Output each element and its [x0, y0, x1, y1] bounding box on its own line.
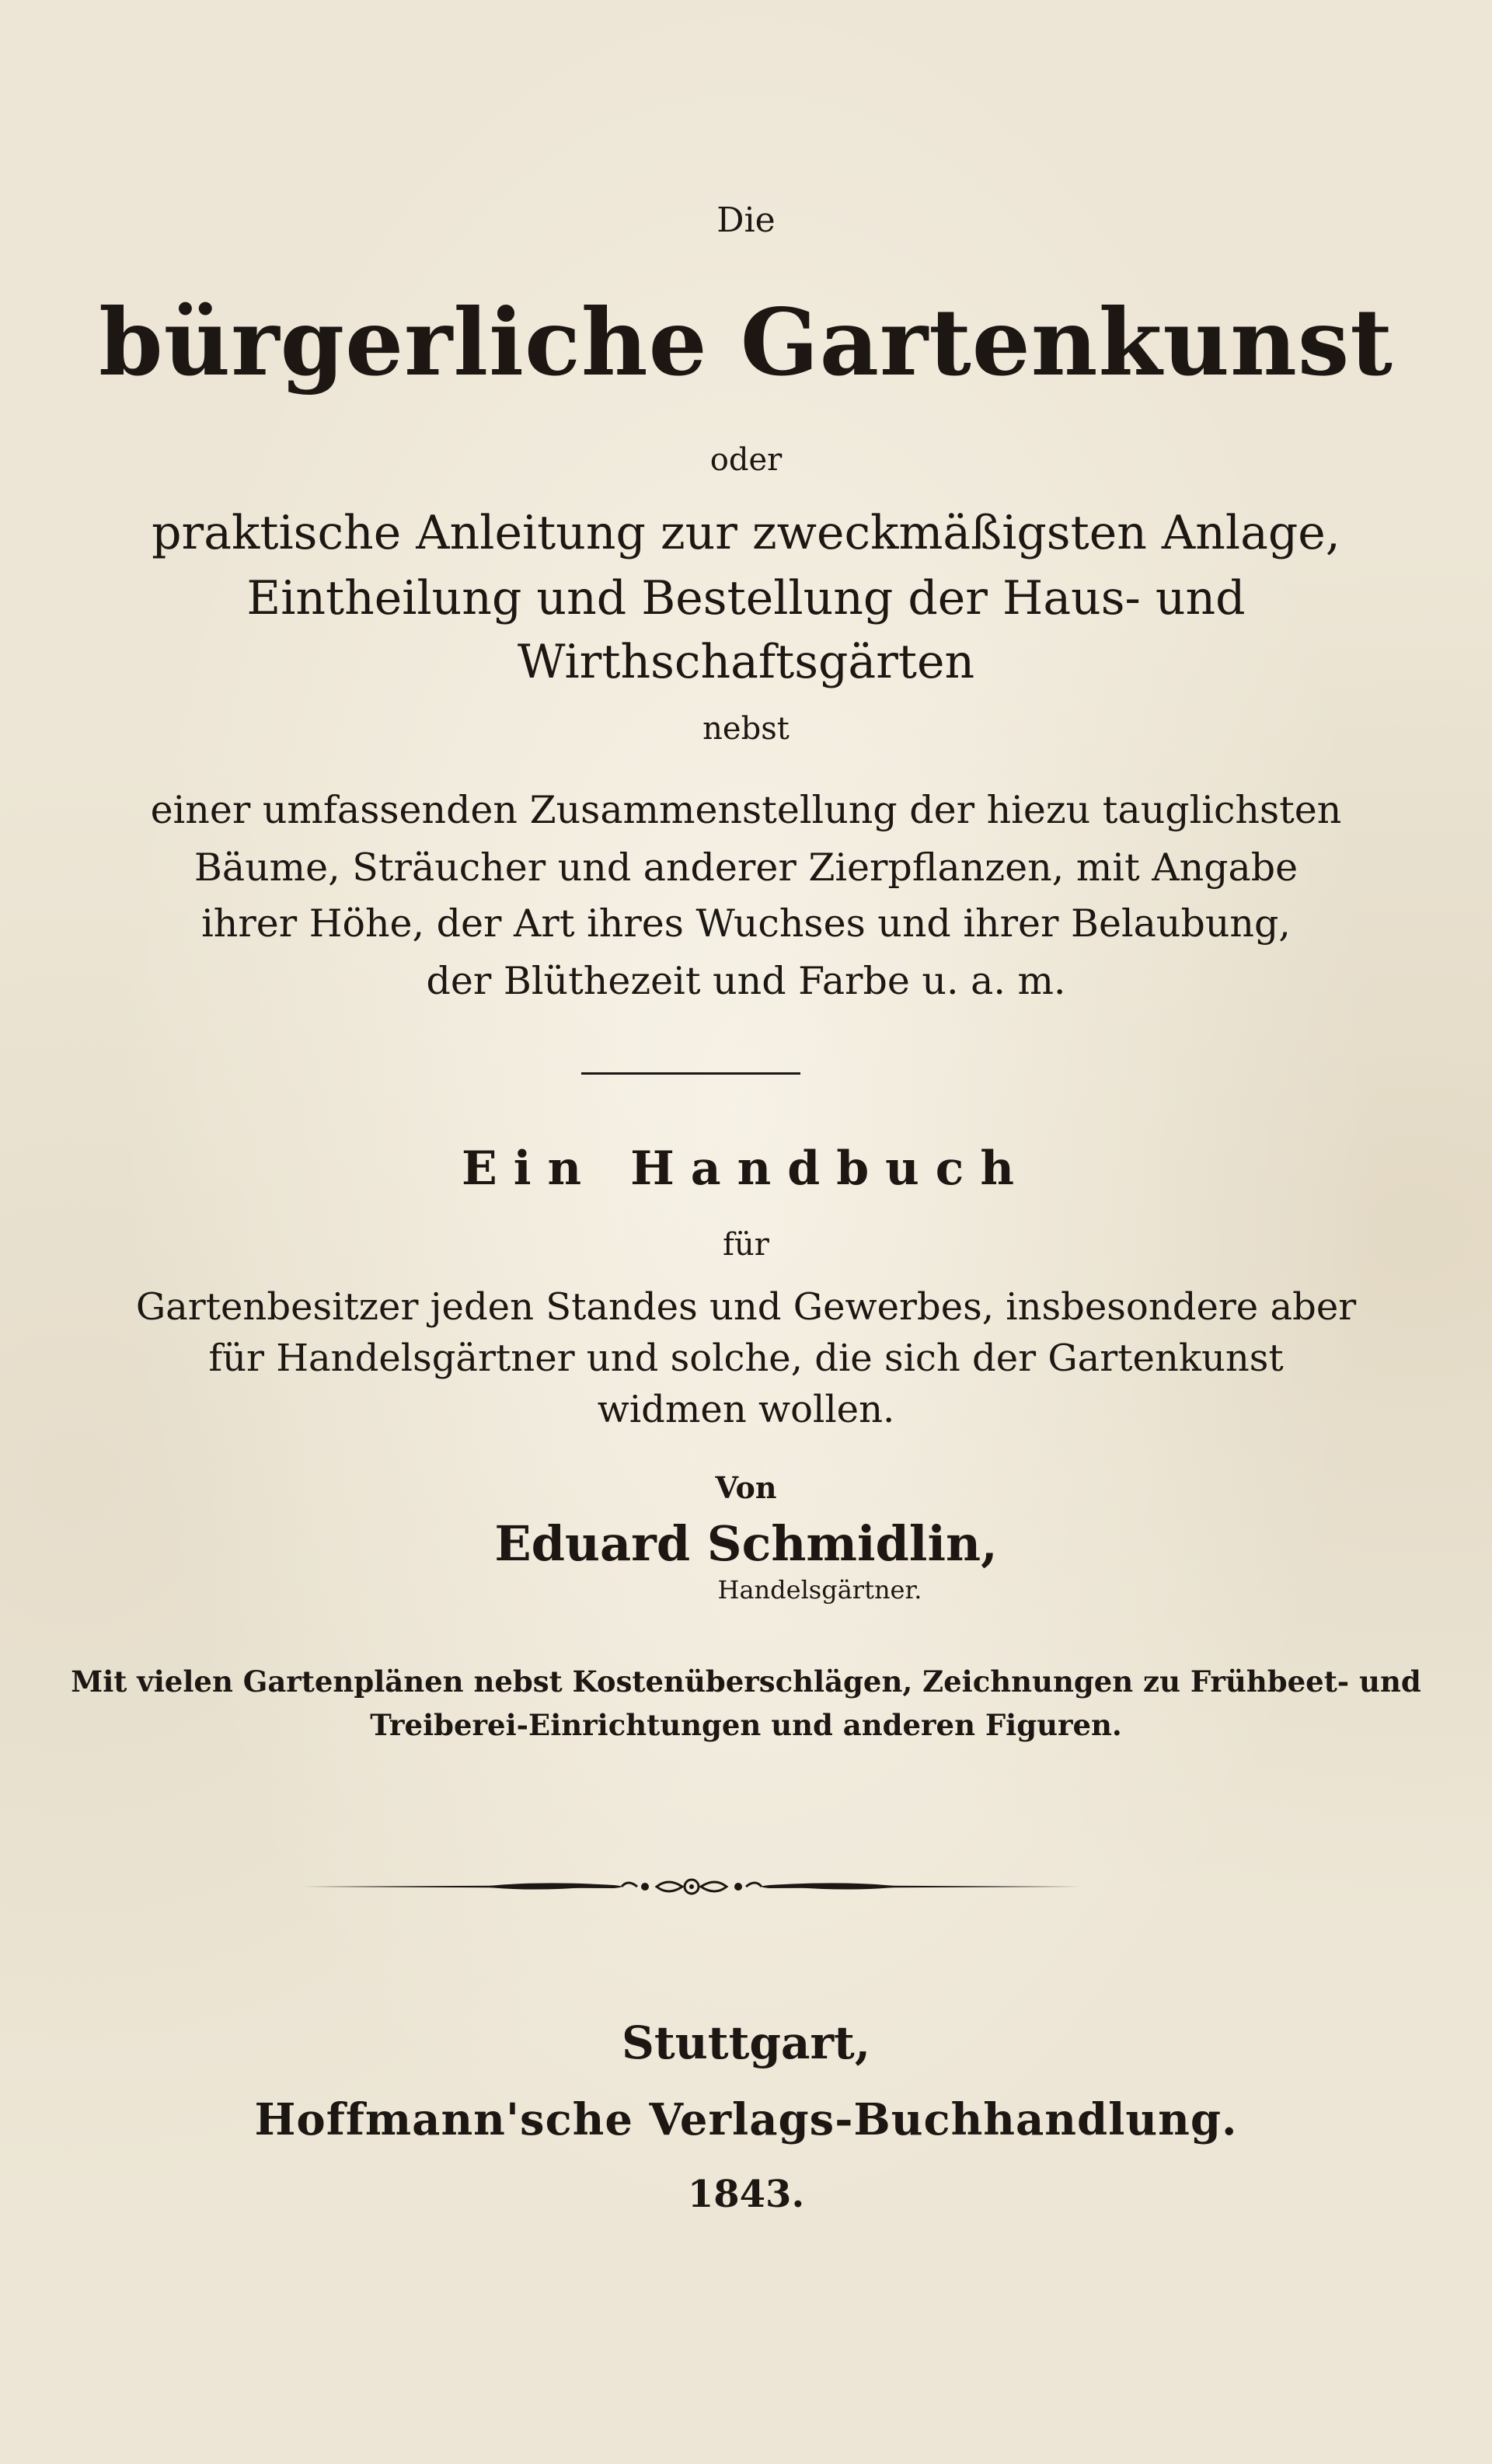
description-line-2: Bäume, Sträucher und anderer Zierpflanzen, mit Angabe — [193, 845, 1299, 890]
ornamental-divider — [303, 1871, 1080, 1902]
publication-year: 1843. — [687, 2173, 805, 2216]
description-line-3: ihrer Höhe, der Art ihres Wuchses und ihrer Belaubung, — [201, 901, 1291, 946]
description-line-4: der Blüthezeit und Farbe u. a. m. — [426, 959, 1066, 1003]
subtitle-line-2: Eintheilung und Bestellung der Haus- und — [246, 571, 1246, 626]
handbook-heading: Ein Handbuch — [462, 1141, 1030, 1196]
main-title: bürgerliche Gartenkunst — [99, 288, 1393, 396]
fuer-connector: für — [723, 1227, 769, 1263]
von-label: Von — [715, 1470, 777, 1505]
publication-city: Stuttgart, — [621, 2016, 871, 2069]
nebst-connector: nebst — [702, 711, 790, 747]
author-name: Eduard Schmidlin, — [494, 1515, 998, 1572]
publisher-name: Hoffmann'sche Verlags-Buchhandlung. — [254, 2094, 1238, 2145]
audience-line-3: widmen wollen. — [597, 1388, 895, 1431]
description-line-1: einer umfassenden Zusammenstellung der hiezu tauglichsten — [150, 788, 1342, 832]
title-article: Die — [716, 200, 776, 240]
short-divider-rule — [581, 1072, 800, 1075]
audience-line-1: Gartenbesitzer jeden Standes und Gewerbes, insbesondere aber — [135, 1285, 1357, 1329]
plates-line-2: Treiberei-Einrichtungen und anderen Figuren. — [370, 1708, 1122, 1742]
subtitle-line-3: Wirthschaftsgärten — [517, 635, 975, 689]
oder-connector: oder — [709, 442, 783, 478]
plates-line-1: Mit vielen Gartenplänen nebst Kostenüberschlägen, Zeichnungen zu Frühbeet- und — [71, 1664, 1421, 1699]
author-role: Handelsgärtner. — [717, 1575, 922, 1605]
audience-line-2: für Handelsgärtner und solche, die sich der Gartenkunst — [208, 1337, 1284, 1380]
subtitle-line-1: praktische Anleitung zur zweckmäßigsten Anlage, — [152, 506, 1340, 560]
